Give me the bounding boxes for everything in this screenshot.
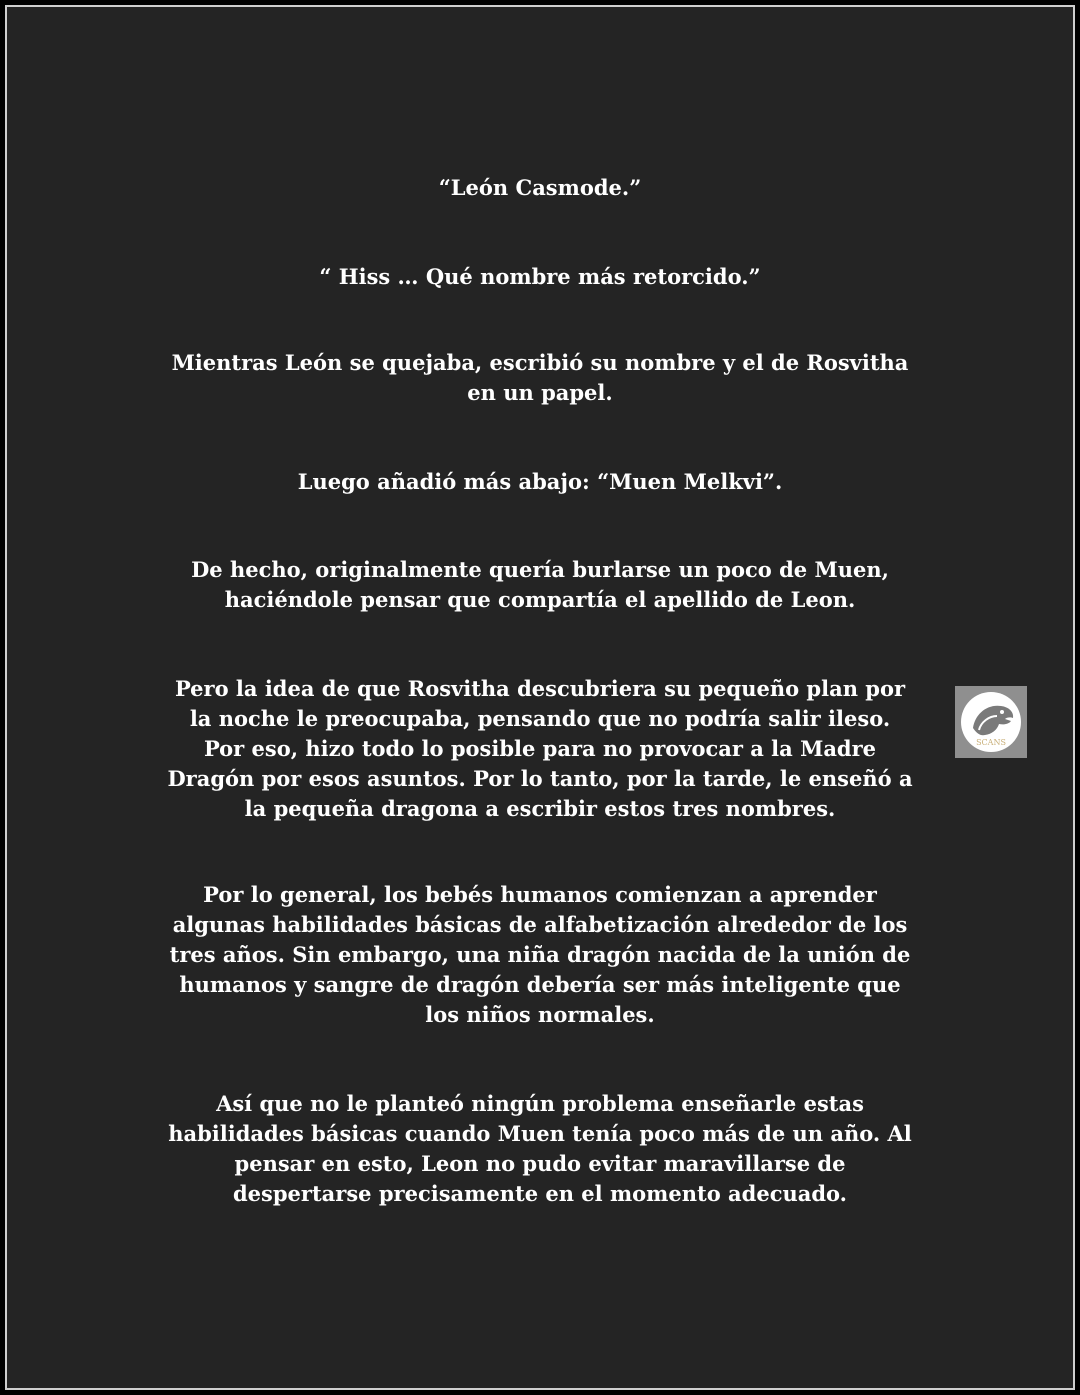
paragraph-line: De hecho, originalmente quería burlarse un poco de Muen, [191,557,889,582]
paragraph-line: habilidades básicas cuando Muen tenía poco más de un año. Al [168,1121,912,1146]
paragraph-5 [7,555,1073,615]
paragraph-line: en un papel. [467,380,613,405]
page-panel [5,5,1075,1390]
paragraph-line: la pequeña dragona a escribir estos tres nombres. [244,796,836,821]
paragraph-2 [7,262,1073,292]
paragraph-6 [7,674,1073,824]
scanlation-logo [955,686,1027,758]
paragraph-line: haciéndole pensar que compartía el apellido de Leon. [224,587,856,612]
paragraph-7 [7,880,1073,1030]
paragraph-line: Luego añadió más abajo: “Muen Melkvi”. [297,469,783,494]
paragraph-line: despertarse precisamente en el momento adecuado. [233,1181,847,1206]
paragraph-line: algunas habilidades básicas de alfabetización alrededor de los [172,912,908,937]
paragraph-line: humanos y sangre de dragón debería ser más inteligente que [179,972,901,997]
paragraph-line: Dragón por esos asuntos. Por lo tanto, por la tarde, le enseñó a [167,766,913,791]
paragraph-8 [7,1089,1073,1209]
paragraph-line: tres años. Sin embargo, una niña dragón nacida de la unión de [169,942,911,967]
paragraph-line: Por lo general, los bebés humanos comienzan a aprender [203,882,877,907]
paragraph-line: Así que no le planteó ningún problema enseñarle estas [216,1091,864,1116]
svg-text:SCANS: SCANS [976,738,1006,747]
paragraph-1 [7,173,1073,203]
paragraph-line: pensar en esto, Leon no pudo evitar maravillarse de [234,1151,846,1176]
paragraph-line: Por eso, hizo todo lo posible para no provocar a la Madre [203,736,877,761]
paragraph-line: Pero la idea de que Rosvitha descubriera su pequeño plan por [174,676,906,701]
paragraph-line: “ Hiss … Qué nombre más retorcido.” [319,264,761,289]
paragraph-3 [7,348,1073,408]
paragraph-line: la noche le preocupaba, pensando que no podría salir ileso. [189,706,891,731]
paragraph-line: “León Casmode.” [438,175,642,200]
paragraph-line: Mientras León se quejaba, escribió su nombre y el de Rosvitha [171,350,909,375]
paragraph-4 [7,467,1073,497]
dinosaur-head-icon [959,690,1023,754]
paragraph-line: los niños normales. [425,1002,655,1027]
